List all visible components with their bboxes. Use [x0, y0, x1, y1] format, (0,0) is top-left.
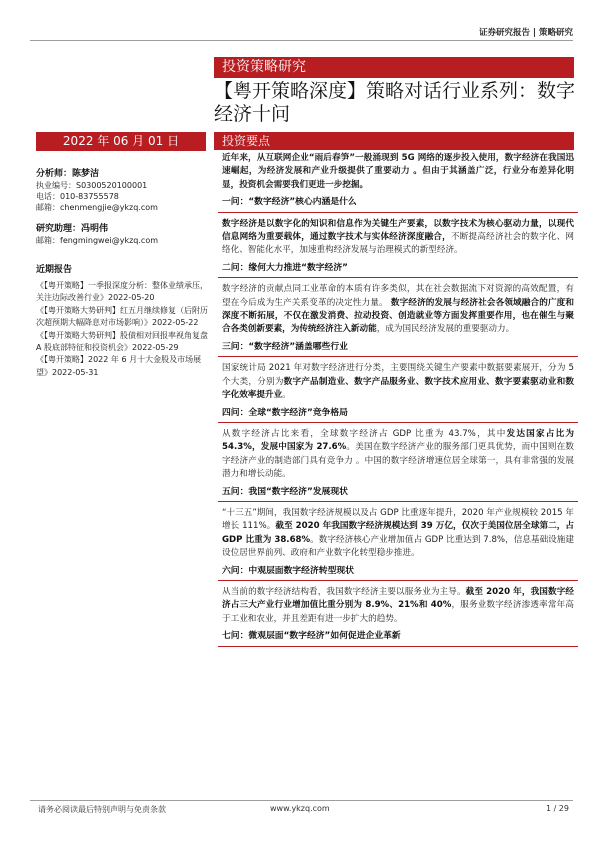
question-paragraph	[222, 283, 574, 337]
analyst-license: 执业编号：S0300520100001	[36, 181, 148, 190]
body-text: 。数字经济核心产业增加值占 GDP 比重达到 7.8%，信息基础设施建设位居世界前列、政府和产业数字化转型稳步推进。	[222, 534, 574, 559]
website-link[interactable]: www.ykzq.com	[270, 804, 330, 813]
question-heading: 六问：中观层面数字经济转型现状	[218, 565, 578, 581]
question-heading: 一问：“数字经济”核心内涵是什么	[218, 196, 578, 212]
question-heading: 四问：全球“数字经济”竞争格局	[218, 407, 578, 423]
question-paragraph	[222, 507, 574, 561]
question-paragraph	[222, 218, 574, 258]
emphasis-text: 数字经济的发展与经济社会各领域融合的广度和深度不断拓展，不仅在激发消费、拉动投资、创造就业等方面发挥重要作用，也在催生与聚合各类创新要素，为传统经济注入新动能	[222, 297, 574, 335]
emphasis-text: 截至 2020 年我国数字经济规模达到 39 万亿，仅次于美国位居全球第二，占 GDP 比重为 38.68%	[222, 521, 574, 545]
body-text: 。	[282, 390, 291, 401]
emphasis-text: 数字经济是以数字化的知识和信息作为关键生产要素，以数字技术为核心驱动力量，以现代信息网络为重要载体，通过数字技术与实体经济深度融合，	[222, 218, 574, 243]
report-type-header: 证券研究报告 | 策略研究	[478, 28, 573, 38]
body-text: 。美国在数字经济产业的服务部门更具优势，而中国则在数字经济产业的制造部门具有竞争力 。中国的数字经济增速位居全球第一，具有非常强的发展潜力和增长动能。	[222, 442, 574, 480]
recent-report-item[interactable]: 《【粤开策略大势研判】股债相对回报率视角复盘 A 股底部特征和投资机会》2022-05-29	[36, 330, 208, 353]
question-heading: 五问：我国“数字经济”发展现状	[218, 486, 578, 502]
page-number: 1 / 29	[545, 804, 569, 813]
disclaimer-notice: 请务必阅读最后特别声明与免责条款	[38, 805, 166, 814]
main-content	[222, 152, 574, 652]
analyst-phone: 电话：010-83755578	[36, 191, 119, 201]
header-divider	[30, 40, 573, 41]
assistant-name: 研究助理：冯明伟	[36, 224, 109, 235]
emphasis-text: 数字产品制造业、数字产品服务业、数字技术应用业、数字要素驱动业和数字化效率提升业	[222, 376, 574, 401]
report-date: 2022 年 06 月 01 日	[36, 132, 206, 150]
questions-list	[222, 196, 574, 646]
analyst-email[interactable]: 邮箱：chenmengjie@ykzq.com	[36, 202, 158, 212]
assistant-email[interactable]: 邮箱：fengmingwei@ykzq.com	[36, 236, 159, 246]
recent-report-item[interactable]: 《【粤开策略】一季报深度分析：整体业绩承压，关注边际改善行业》2022-05-20	[36, 281, 208, 303]
body-text: ，成为国民经济发展的重要驱动力。	[376, 324, 515, 335]
intro-paragraph: 近年来，从互联网企业“雨后春笋”一般涌现到 5G 网络的逐步投入使用，数字经济在我国迅速崛起，为经济发展和产业升级提供了重要动力 。但由于其涵盖广泛，行业分布差异化明显，投资机会需要我们更进一步挖掘。	[222, 153, 574, 190]
body-text: ，服务业数字经济渗透率常年高于工业和农业，并且差距有进一步扩大的趋势。	[222, 600, 574, 624]
question-paragraph	[222, 362, 574, 402]
emphasis-text: 截至 2020 年，我国数字经济占三大产业行业增加值比重分别为 8.9%、21%和 40%	[222, 586, 574, 611]
analyst-info	[36, 168, 208, 247]
report-title: 【粤开策略深度】策略对话行业系列：数字经济十问	[214, 80, 576, 125]
section-title: 投资要点	[222, 134, 271, 148]
recent-reports-title: 近期报告	[36, 265, 73, 275]
question-heading: 三问：“数字经济”涵盖哪些行业	[218, 341, 578, 357]
recent-reports	[36, 264, 208, 379]
recent-report-item[interactable]: 《【粤开策略大势研判】红五月继续修复（后附历次超预期大幅降息对市场影响）》2022-05-22	[36, 305, 208, 328]
body-text: “十三五”期间，我国数字经济规模以及占 GDP 比重逐年提升，2020 年产业规模较 2015 年增长 111%。	[222, 507, 574, 532]
emphasis-text: 发达国家占比为 54.3%，发展中国家为 27.6%	[222, 428, 574, 453]
recent-report-item[interactable]: 《【粤开策略】2022 年 6 月十大金股及市场展望》2022-05-31	[36, 355, 202, 377]
body-text: 从数字经济占比来看，全球数字经济占 GDP 比重为 43.7%，其中	[222, 428, 507, 439]
footer-divider	[30, 800, 573, 801]
body-text: 从当前的数字经济结构看，我国数字经济主要以服务业为主导。	[222, 586, 466, 597]
category-label: 投资策略研究	[222, 59, 306, 75]
body-text: 数字经济的贡献点同工业革命的本质有许多类似，其在社会数据流下对资源的高效配置，有望在今后成为生产关系变革的决定性力量。	[222, 284, 574, 308]
question-heading: 七问：微观层面“数字经济”如何促进企业革新	[218, 630, 578, 646]
analyst-name: 分析师：陈梦洁	[36, 169, 100, 179]
question-paragraph	[222, 428, 574, 482]
question-heading: 二问：缘何大力推进“数字经济”	[218, 262, 578, 278]
body-text: 不断提高经济社会的数字化、网络化、智能化水平，加速重构经济发展与治理模式的新型经济。	[222, 232, 574, 256]
question-paragraph	[222, 586, 574, 626]
date-underline	[36, 150, 206, 151]
body-text: 国家统计局 2021 年对数字经济进行分类，主要围绕关键生产要素中数据要素展开，分为 5 个大类，分别为	[222, 363, 574, 387]
